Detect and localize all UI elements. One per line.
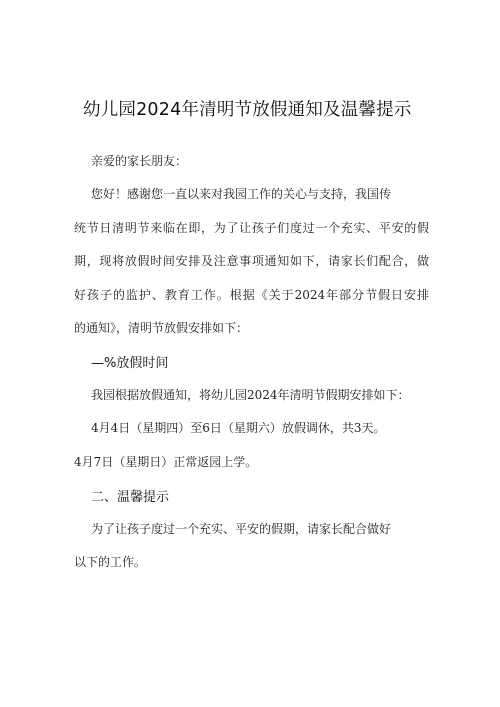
section2-line-1: 为了让孩子度过一个充实、平安的假期，请家长配合做好	[91, 522, 392, 536]
section-heading-tips: 二、温馨提示	[91, 490, 170, 505]
section1-line-2: 4月4日（星期四）至6日（星期六）放假调休，共3天。	[91, 421, 386, 435]
section-heading-holiday-time: —%放假时间	[91, 356, 169, 371]
section1-line-3: 4月7日（星期日）正常返园上学。	[74, 455, 258, 469]
intro-line-4: 好孩子的监护、教育工作。根据《关于2024年部分节假日安排	[74, 288, 429, 302]
section2-line-2: 以下的工作。	[74, 555, 147, 569]
document-title: 幼儿园2024年清明节放假通知及温馨提示	[83, 100, 412, 120]
intro-line-3: 期，现将放假时间安排及注意事项通知如下，请家长们配合，做	[74, 254, 429, 268]
section1-line-1: 我园根据放假通知，将幼儿园2024年清明节假期安排如下：	[91, 388, 410, 402]
intro-line-1: 您好！感谢您一直以来对我园工作的关心与支持，我国传	[91, 187, 392, 201]
intro-line-5: 的通知》，清明节放假安排如下：	[74, 321, 249, 335]
intro-line-2: 统节日清明节来临在即，为了让孩子们度过一个充实、平安的假	[74, 221, 429, 235]
greeting: 亲爱的家长朋友：	[91, 154, 188, 168]
